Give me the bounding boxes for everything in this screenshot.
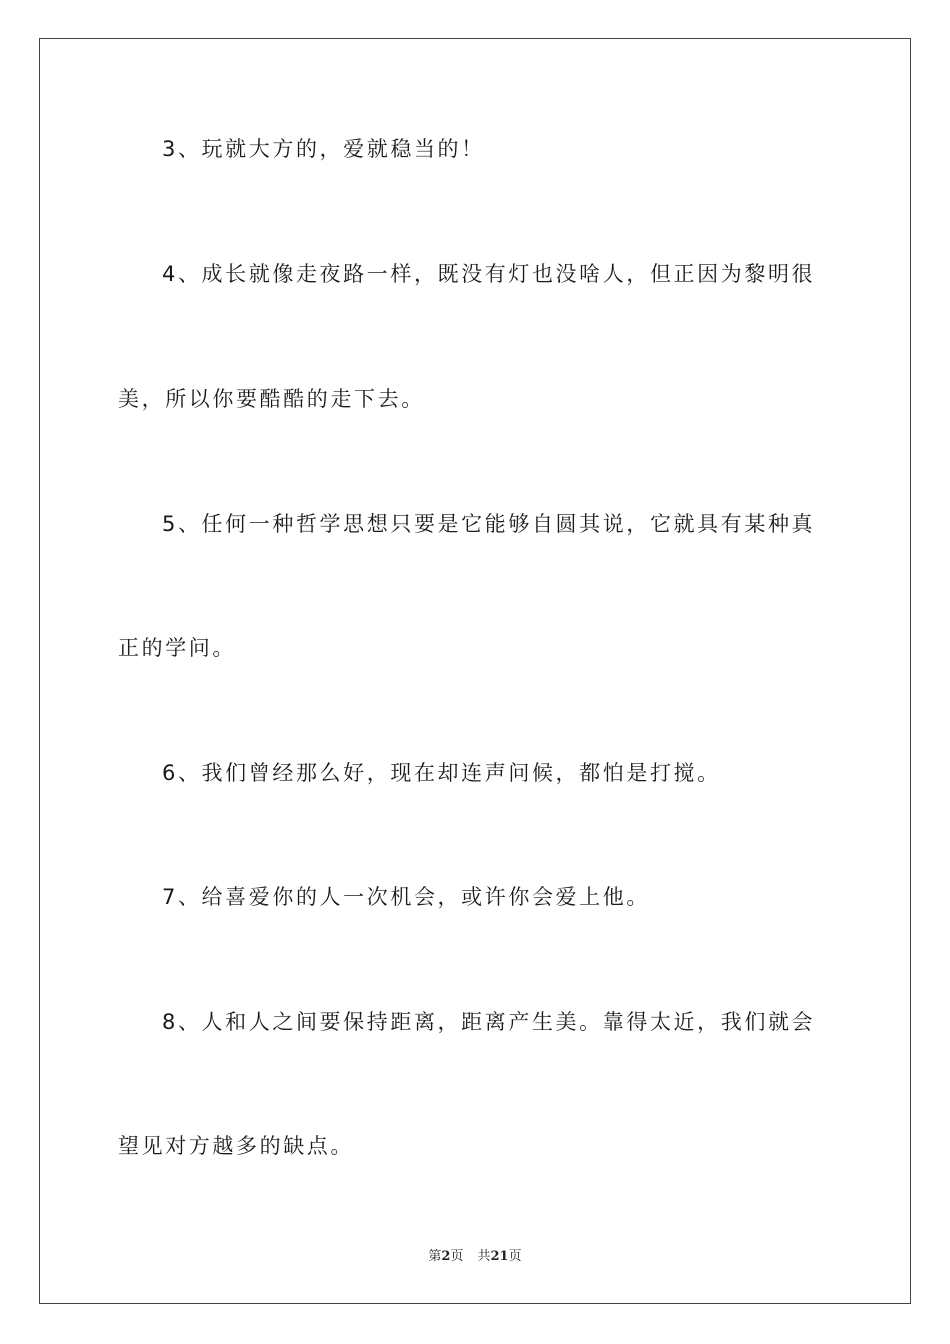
paragraph-4-line-1: 4、成长就像走夜路一样，既没有灯也没啥人，但正因为黎明很 (162, 262, 816, 286)
page-current: 2 (441, 1249, 451, 1264)
paragraph-7: 7、给喜爱你的人一次机会，或许你会爱上他。 (162, 885, 650, 909)
total-suffix: 页 (508, 1249, 522, 1264)
paragraph-5-line-2: 正的学问。 (118, 636, 236, 660)
page-suffix: 页 (450, 1249, 464, 1264)
paragraph-6: 6、我们曾经那么好，现在却连声问候，都怕是打搅。 (162, 761, 721, 785)
total-prefix: 共 (477, 1249, 491, 1264)
paragraph-8-line-2: 望见对方越多的缺点。 (118, 1134, 354, 1158)
paragraph-5-line-1: 5、任何一种哲学思想只要是它能够自圆其说，它就具有某种真 (162, 512, 816, 536)
page-border (39, 38, 911, 1304)
page-prefix: 第 (428, 1249, 442, 1264)
paragraph-8-line-1: 8、人和人之间要保持距离，距离产生美。靠得太近，我们就会 (162, 1010, 816, 1034)
page-footer (0, 1248, 950, 1266)
total-pages: 21 (490, 1249, 509, 1264)
paragraph-3: 3、玩就大方的，爱就稳当的！ (162, 137, 485, 161)
paragraph-4-line-2: 美，所以你要酷酷的走下去。 (118, 387, 425, 411)
